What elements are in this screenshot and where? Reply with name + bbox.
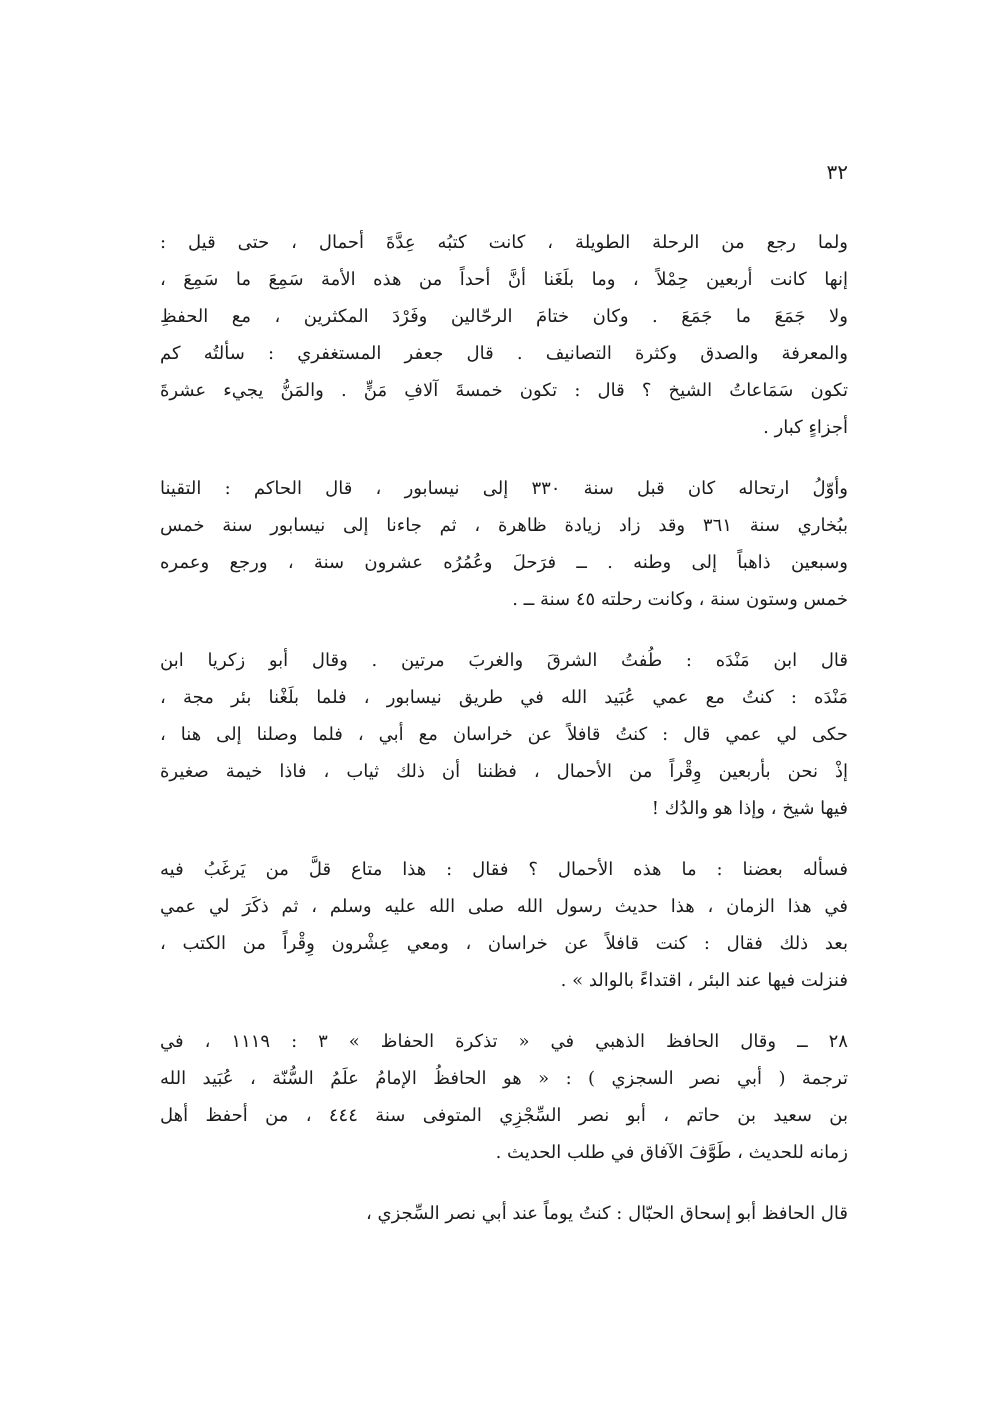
text-line: ببُخاري سنة ٣٦١ وقد زاد زيادة ظاهرة ، ثم جاءنا إلى نيسابور سنة خمس (160, 515, 848, 536)
page-number: ٣٢ (826, 160, 848, 184)
text-line: زمانه للحديث ، طَوَّفَ الآفاق في طلب الحديث . (495, 1142, 848, 1163)
text-line: خمس وستون سنة ، وكانت رحلته ٤٥ سنة ــ . (512, 589, 848, 610)
text-line: بعد ذلك فقال : كنت قافلاً عن خراسان ، ومعي عِشْرون وِقْراً من الكتب ، (160, 933, 848, 954)
text-line: فيها شيخ ، وإذا هو والدُك ! (651, 798, 848, 819)
paragraph-2 (160, 470, 848, 618)
text-line: وأوّلُ ارتحاله كان قبل سنة ٣٣٠ إلى نيسابور ، قال الحاكم : التقينا (160, 478, 848, 499)
text-line: أجزاءٍ كبار . (763, 417, 848, 438)
text-line: فنزلت فيها عند البئر ، اقتداءً بالوالد » . (560, 970, 848, 991)
text-line: في هذا الزمان ، هذا حديث رسول الله صلى الله عليه وسلم ، ثم ذكَرَ لي عمي (160, 896, 848, 917)
text-line: ولما رجع من الرحلة الطويلة ، كانت كتبُه عِدَّةَ أحمال ، حتى قيل : (160, 232, 848, 253)
text-line: قال الحافظ أبو إسحاق الحبّال : كنتُ يوماً عند أبي نصر السِّجزي ، (365, 1203, 848, 1224)
text-line: بن سعيد بن حاتم ، أبو نصر السِّجْزِي المتوفى سنة ٤٤٤ ، من أحفظ أهل (160, 1105, 848, 1126)
paragraph-3 (160, 642, 848, 827)
text-line: ٢٨ ــ وقال الحافظ الذهبي في « تذكرة الحفاظ » ٣ : ١١١٩ ، في (160, 1031, 848, 1052)
text-line: والمعرفة والصدق وكثرة التصانيف . قال جعفر المستغفري : سألتُه كم (160, 343, 848, 364)
text-line: مَنْدَه : كنتُ مع عمي عُبَيد الله في طريق نيسابور ، فلما بلَغْنا بئر مجة ، (160, 687, 848, 708)
paragraph-6 (160, 1195, 848, 1232)
text-line: فسأله بعضنا : ما هذه الأحمال ؟ فقال : هذا متاع قلَّ من يَرغَبُ فيه (160, 859, 848, 880)
text-line: تكون سَمَاعاتُ الشيخ ؟ قال : تكون خمسةَ آلافِ مَنٍّ . والمَنُّ يجيء عشرةَ (160, 380, 848, 401)
paragraph-1 (160, 224, 848, 446)
text-line: حكى لي عمي قال : كنتُ قافلاً عن خراسان مع أبي ، فلما وصلنا إلى هنا ، (160, 724, 848, 745)
text-line: ترجمة ( أبي نصر السجزي ) : « هو الحافظُ الإمامُ علَمُ السُّنّة ، عُبَيد الله (160, 1068, 848, 1089)
text-line: قال ابن مَنْدَه : طُفتُ الشرقَ والغربَ مرتين . وقال أبو زكريا ابن (160, 650, 848, 671)
body-text (160, 224, 848, 1256)
paragraph-4 (160, 851, 848, 999)
text-line: ولا جَمَعَ ما جَمَعَ . وكان ختامَ الرحّالين وفَرْدَ المكثرين ، مع الحفظِ (160, 306, 848, 327)
paragraph-5 (160, 1023, 848, 1171)
text-line: إذْ نحن بأربعين وِقْراً من الأحمال ، فظننا أن ذلك ثياب ، فاذا خيمة صغيرة (160, 761, 848, 782)
text-line: وسبعين ذاهباً إلى وطنه . ــ فرَحلَ وعُمُرُه عشرون سنة ، ورجع وعمره (160, 552, 848, 573)
text-line: إنها كانت أربعين حِمْلاً ، وما بلَغَنا أنَّ أحداً من هذه الأمة سَمِعَ ما سَمِعَ ، (160, 269, 848, 290)
